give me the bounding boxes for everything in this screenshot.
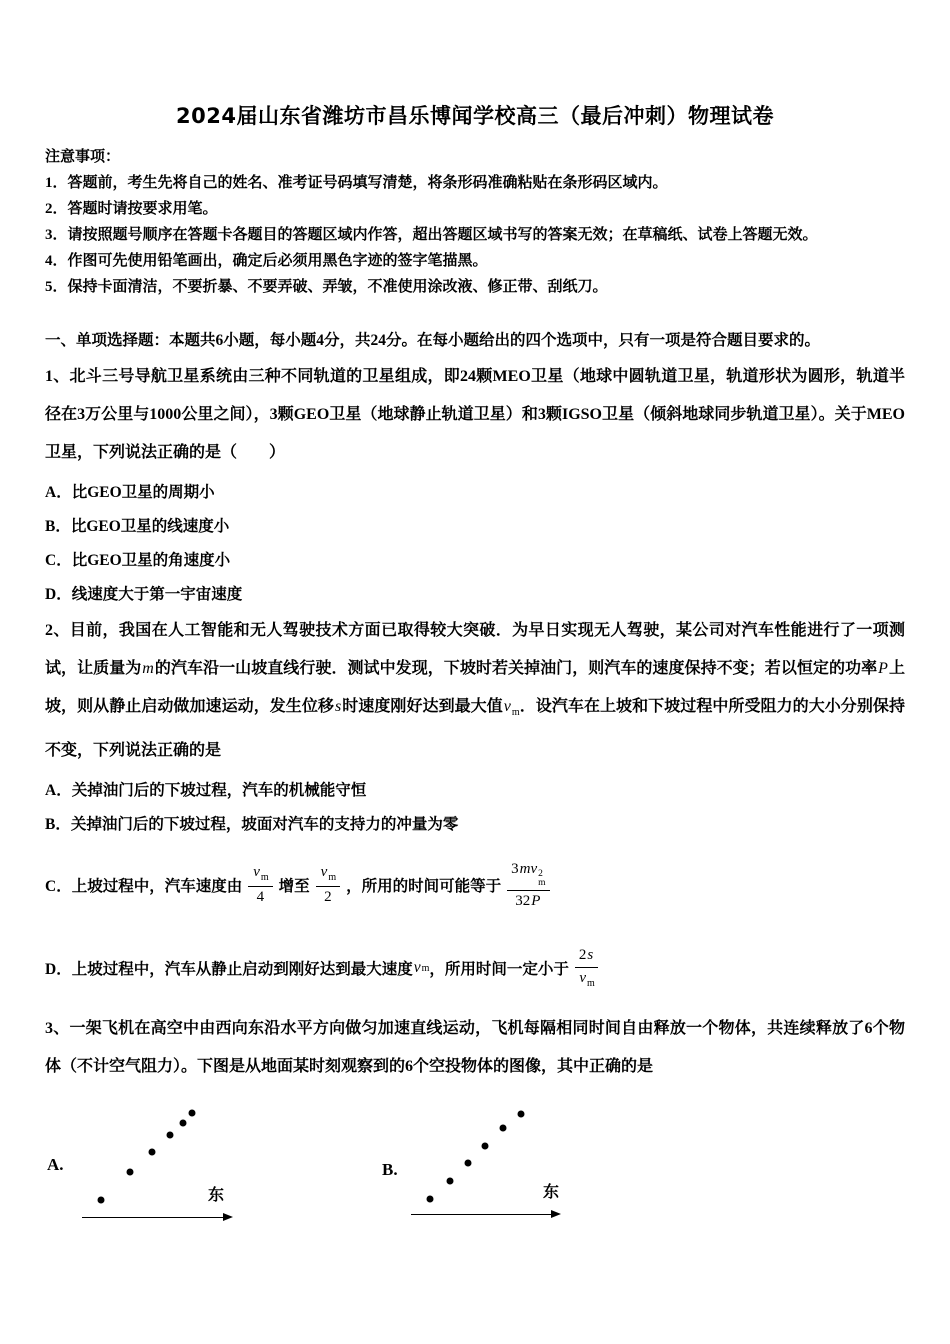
figure-b-dots: [45, 1100, 905, 1250]
dropped-object-dot: [500, 1125, 507, 1132]
section-1-header: 一、单项选择题：本题共6小题，每小题4分，共24分。在每小题给出的四个选项中，只有一项是符合题目要求的。: [45, 332, 821, 349]
figure-b-east-arrow: [411, 1214, 558, 1215]
dropped-object-dot: [447, 1178, 454, 1185]
figure-b-label: B.: [382, 1160, 398, 1180]
variable-vm: v: [503, 698, 511, 715]
question-2-options: [45, 774, 905, 998]
figure-a-east-label: 东: [208, 1187, 225, 1205]
notice-item-5: 5．保持卡面清洁，不要折暴、不要弄破、弄皱，不准使用涂改液、修正带、刮纸刀。: [45, 279, 608, 295]
fraction-vm-over-2: $\frac{v_m}{2}$: [316, 864, 340, 906]
question-1-text: 1、北斗三号导航卫星系统由三种不同轨道的卫星组成，即24颗MEO卫星（地球中圆轨道卫星，轨道形状为圆形，轨道半径在3万公里与1000公里之间），3颗GEO卫星（地球静止轨道卫星）和3颗IGSO卫星（倾斜地球同步轨道卫星）。关于MEO卫星，下列说法正确的是（ ）: [45, 368, 905, 461]
question-1: [45, 358, 905, 612]
notice-section: [45, 144, 905, 300]
q1-option-a: A．比GEO卫星的周期小: [45, 484, 215, 501]
fraction-2s-over-vm: $\frac{2s}{v_m}$: [575, 947, 598, 989]
dropped-object-dot: [482, 1143, 489, 1150]
q1-option-c: C．比GEO卫星的角速度小: [45, 552, 231, 569]
question-1-options: [45, 476, 905, 612]
q1-option-b: B．比GEO卫星的线速度小: [45, 518, 230, 535]
fraction-vm-over-4: $\frac{v_m}{4}$: [248, 864, 272, 906]
variable-m: m: [142, 660, 154, 677]
question-2-text: 2、目前，我国在人工智能和无人驾驶技术方面已取得较大突破．为早日实现无人驾驶，某公司对汽车性能进行了一项测试，让质量为m的汽车沿一山坡直线行驶．测试中发现，下坡时若关掉油门，则汽车的速度保持不变；若以恒定的功率P上坡，则从静止启动做加速运动，发生位移s时速度刚好达到最大值$v_m$．设汽车在上坡和下坡过程中所受阻力的大小分别保持不变，下列说法正确的是: [45, 622, 905, 760]
question-2: [45, 612, 905, 998]
variable-s: s: [334, 698, 342, 715]
notice-item-4: 4．作图可先使用铅笔画出，确定后必须用黑色字迹的签字笔描黑。: [45, 253, 488, 269]
dropped-object-dot: [427, 1196, 434, 1203]
q1-option-d: D．线速度大于第一宇宙速度: [45, 586, 243, 603]
q2-option-d: D．上坡过程中，汽车从静止启动到刚好达到最大速度 v m ，所用时间一定小于 $\frac{2s}{v_m}$: [45, 938, 905, 998]
variable-vm: v: [413, 959, 421, 977]
figure-a-label: A.: [47, 1155, 64, 1175]
q2-option-b: B．关掉油门后的下坡过程，坡面对汽车的支持力的冲量为零: [45, 816, 459, 834]
q2-option-c: C．上坡过程中，汽车速度由 $\frac{v_m}{4}$ 增至 $\frac{v_m}{2}$ ，所用的时间可能等于 3mv 2 m 32P: [45, 856, 905, 914]
notice-item-1: 1．答题前，考生先将自己的姓名、准考证号码填写清楚，将条形码准确粘贴在条形码区域内。: [45, 175, 668, 191]
figure-b-east-label: 东: [543, 1184, 560, 1202]
notice-item-2: 2．答题时请按要求用笔。: [45, 201, 218, 217]
dropped-object-dot: [518, 1111, 525, 1118]
q2-option-a: A．关掉油门后的下坡过程，汽车的机械能守恒: [45, 782, 367, 800]
notice-header: 注意事项：: [45, 149, 121, 165]
question-3: [45, 1010, 905, 1250]
notice-item-3: 3．请按照题号顺序在答题卡各题目的答题区域内作答，超出答题区域书写的答案无效；在草稿纸、试卷上答题无效。: [45, 227, 818, 243]
question-3-figures: [45, 1100, 905, 1250]
question-3-text: 3、一架飞机在高空中由西向东沿水平方向做匀加速直线运动，飞机每隔相同时间自由释放一个物体，共连续释放了6个物体（不计空气阻力）。下图是从地面某时刻观察到的6个空投物体的图像，其中正确的是: [45, 1020, 905, 1076]
page-title: 2024届山东省潍坊市昌乐博闻学校高三（最后冲刺）物理试卷: [176, 104, 774, 128]
variable-P: P: [878, 660, 888, 677]
fraction-3mvm2-over-32P: 3mv 2 m 32P: [507, 861, 549, 910]
dropped-object-dot: [465, 1160, 472, 1167]
